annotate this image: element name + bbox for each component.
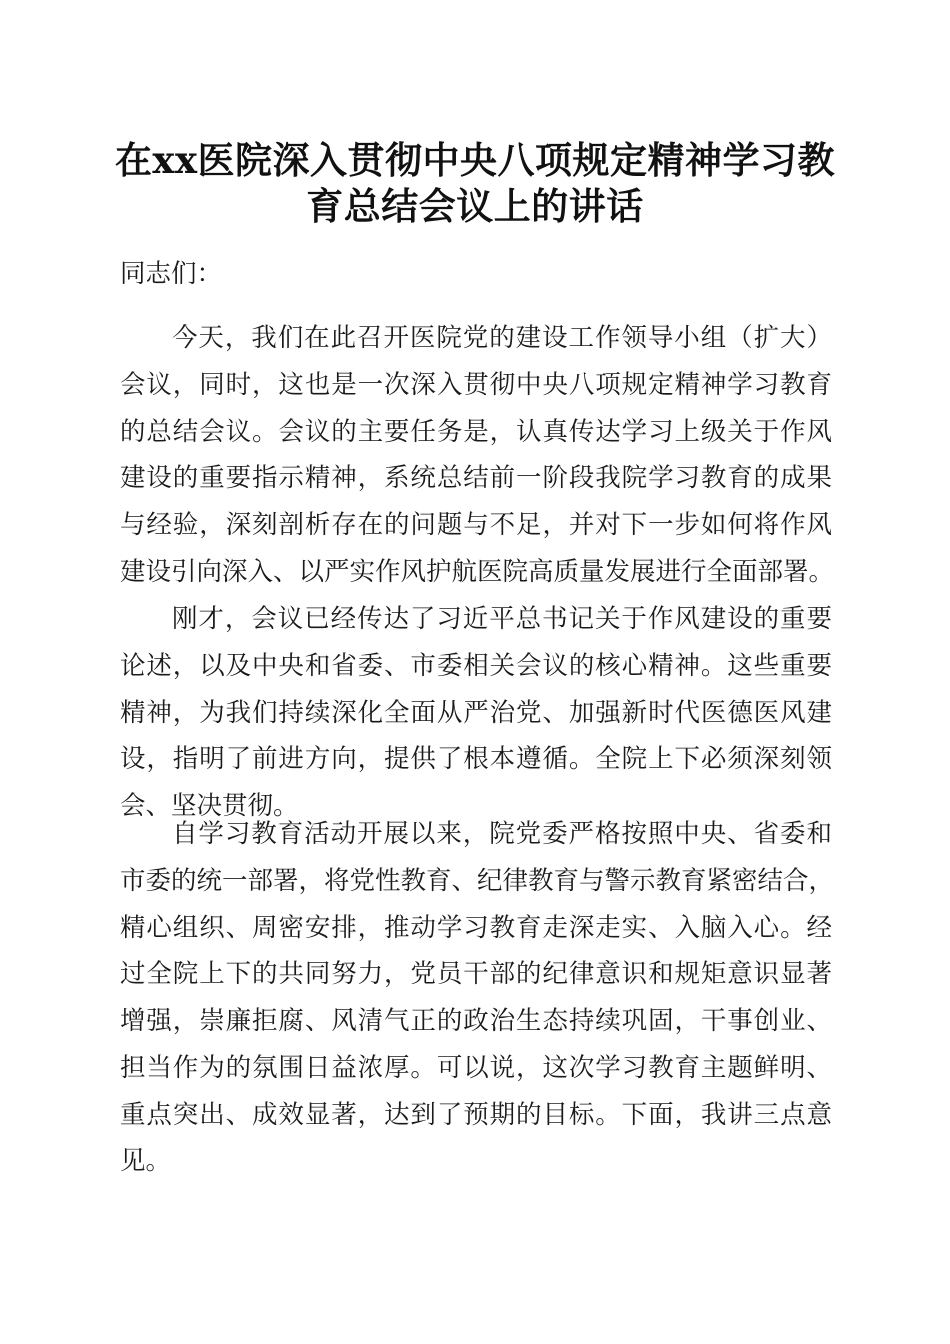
paragraph-line: 刚才，会议已经传达了习近平总书记关于作风建设的重要 [172,604,832,634]
paragraph-3 [120,814,835,1188]
paragraph-line: 会议，同时，这也是一次深入贯彻中央八项规定精神学习教育 [120,369,832,400]
paragraph-line: 建设引向深入、以严实作风护航医院高质量发展进行全面部署。 [120,556,835,587]
paragraph-line: 精神，为我们持续深化全面从严治党、加强新时代医德医风建 [120,697,832,728]
paragraph-line: 重点突出、成效显著，达到了预期的目标。下面，我讲三点意 [120,1099,832,1130]
document-title-line-2: 育总结会议上的讲话 [306,184,644,228]
paragraph-line: 自学习教育活动开展以来，院党委严格按照中央、省委和 [172,819,832,849]
paragraph-1 [120,318,835,599]
paragraph-line: 见。 [120,1146,172,1177]
paragraph-line: 会、坚决贯彻。 [120,791,299,821]
paragraph-line: 市委的统一部署，将党性教育、纪律教育与警示教育紧密结合， [120,865,835,896]
salutation: 同志们： [120,259,223,289]
paragraph-line: 增强，崇廉拒腐、风清气正的政治生态持续巩固，干事创业、 [120,1006,832,1036]
paragraph-line: 担当作为的氛围日益浓厚。可以说，这次学习教育主题鲜明、 [120,1052,832,1083]
paragraph-line: 的总结会议。会议的主要任务是，认真传达学习上级关于作风 [120,416,832,447]
paragraph-line: 精心组织、周密安排，推动学习教育走深走实、入脑入心。经 [120,912,832,943]
document-title-line-1: 在xx医院深入贯彻中央八项规定精神学习教 [114,138,836,182]
paragraph-line: 过全院上下的共同努力，党员干部的纪律意识和规矩意识显著 [120,959,832,990]
paragraph-line: 与经验，深刻剖析存在的问题与不足，并对下一步如何将作风 [120,510,832,540]
paragraph-line: 论述，以及中央和省委、市委相关会议的核心精神。这些重要 [120,650,832,681]
paragraph-line: 今天，我们在此召开医院党的建设工作领导小组（扩大） [172,323,832,353]
paragraph-line: 建设的重要指示精神，系统总结前一阶段我院学习教育的成果 [120,463,832,494]
paragraph-2 [120,599,832,833]
paragraph-line: 设，指明了前进方向，提供了根本遵循。全院上下必须深刻领 [120,744,832,775]
